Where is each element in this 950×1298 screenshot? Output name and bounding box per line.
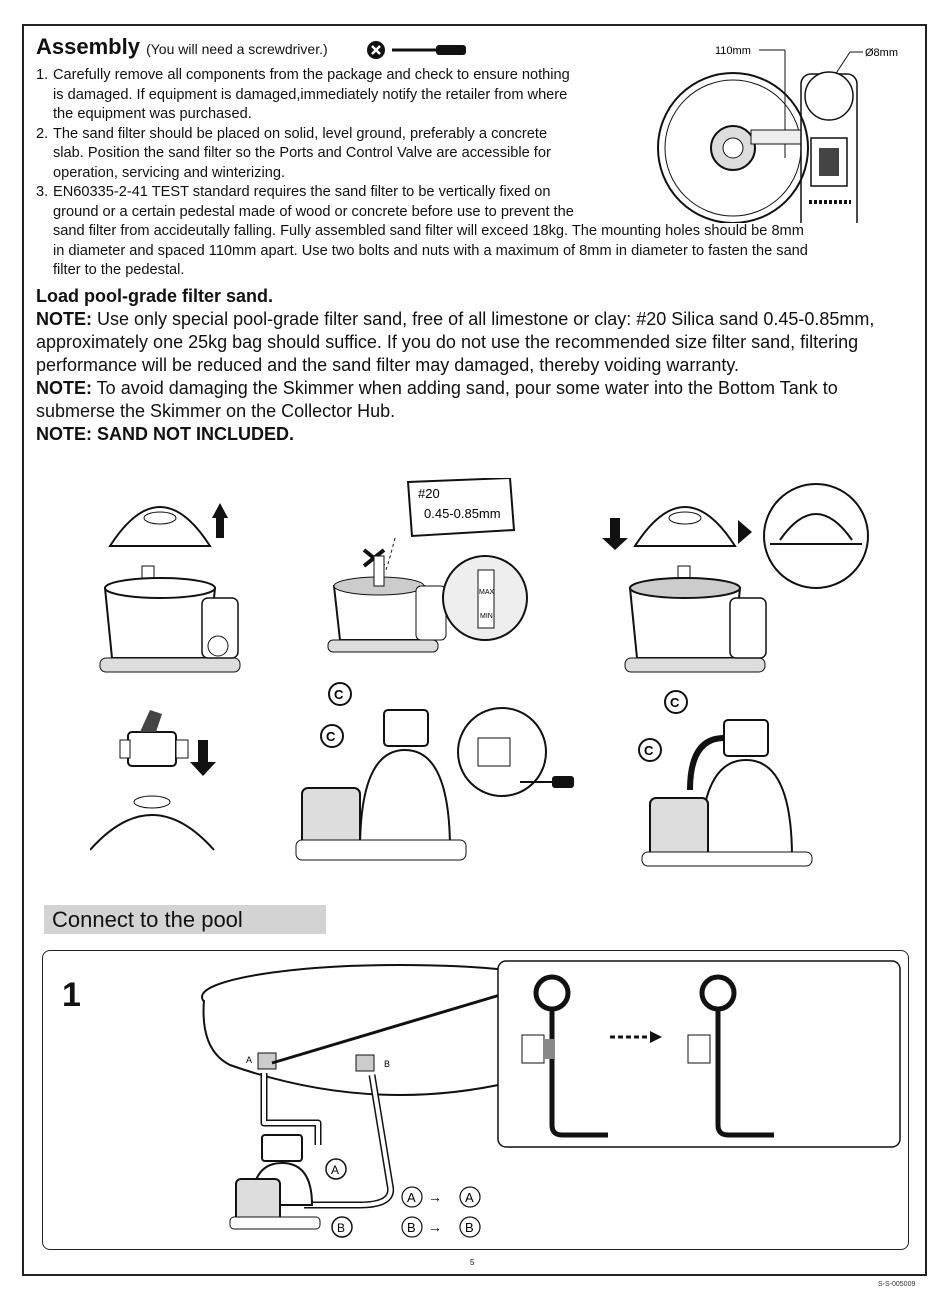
- spacing-label: 110mm: [715, 45, 751, 57]
- filter-unit-figure: [230, 1135, 320, 1229]
- step-3: 3. EN60335-2-41 TEST standard requires the sand filter to be vertically fixed on ground or a certain pedestal made of wood or concrete before use to prevent the sand filter from accideutally falling. Fully assembled sand filter will exceed 18kg. The mounting holes should be 8mm in diameter and spaced 110mm apart. Use two bolts and nuts with a maximum of 8mm in diameter to fasten the sand filter to the pedestal.: [36, 184, 808, 278]
- legend-b-from: B: [407, 1220, 416, 1235]
- mounting-diagram: [655, 38, 910, 223]
- plunger-valve-detail: [498, 961, 900, 1147]
- filter-lid-install-figure: [602, 484, 868, 672]
- clamp-label-2: C: [326, 729, 336, 744]
- hose-install-figure: [639, 691, 812, 866]
- legend-a-from: A: [407, 1190, 416, 1205]
- illustration-row-2: [90, 680, 890, 880]
- legend-b-to: B: [465, 1220, 474, 1235]
- load-sand-heading: Load pool-grade filter sand.: [36, 286, 274, 306]
- legend-a-arrow: →: [428, 1189, 442, 1205]
- min-label: MIN: [480, 613, 493, 620]
- document-id: S-S-005009: [878, 1281, 916, 1288]
- assembly-subtitle: (You will need a screwdriver.): [146, 41, 328, 57]
- load-sand-section: [36, 285, 906, 446]
- note-2: NOTE: To avoid damaging the Skimmer when adding sand, pour some water into the Bottom Tank to submerse the Skimmer on the Collector Hub.: [36, 378, 838, 421]
- step-1: 1. Carefully remove all components from the package and check to ensure nothing is damaged. If equipment is damaged,immediately notify the retailer from where the equipment was purchased.: [36, 67, 570, 122]
- assembly-heading: [36, 34, 328, 60]
- sand-bag-figure: [328, 478, 527, 652]
- connect-section-title: Connect to the pool: [44, 905, 326, 934]
- hole-label: Ø8mm: [865, 47, 898, 59]
- clamp-label-3: C: [670, 695, 680, 710]
- pool-connection-diagram: [200, 955, 905, 1245]
- note-1: NOTE: Use only special pool-grade filter sand, free of all limestone or clay: #20 Silica sand 0.45-0.85mm, approximately one 25kg bag should suffice. If you do not use the recommended size filter sand, filtering performance will be reduced and the sand filter may damaged, thereby voiding warranty.: [36, 309, 875, 375]
- step-number: 1: [62, 976, 81, 1014]
- filter-lid-removal-figure: [100, 503, 240, 672]
- step-2: 2. The sand filter should be placed on solid, level ground, preferably a concrete slab. Position the sand filter so the Ports and Control Valve are accessible for operation, servicing and winterizing.: [36, 125, 551, 181]
- note-sand-not-included: NOTE: SAND NOT INCLUDED.: [36, 424, 294, 444]
- legend-b-arrow: →: [428, 1219, 442, 1235]
- illustration-row-1: [90, 478, 890, 688]
- legend-a-to: A: [465, 1190, 474, 1205]
- assembly-title: Assembly: [36, 34, 140, 59]
- pool-port-a: A: [246, 1055, 253, 1065]
- pool-port-b: B: [384, 1059, 391, 1069]
- filter-port-a: A: [331, 1163, 340, 1177]
- clamp-install-figure: [296, 683, 574, 860]
- clamp-label-4: C: [644, 743, 654, 758]
- sand-bag-size: 0.45-0.85mm: [424, 506, 501, 521]
- clamp-label-1: C: [334, 687, 344, 702]
- max-label: MAX: [479, 589, 495, 596]
- sand-bag-grade: #20: [418, 486, 440, 501]
- page-number: 5: [470, 1258, 475, 1267]
- filter-port-b: B: [337, 1221, 346, 1235]
- screwdriver-icon: [366, 38, 470, 62]
- valve-install-figure: [90, 710, 216, 850]
